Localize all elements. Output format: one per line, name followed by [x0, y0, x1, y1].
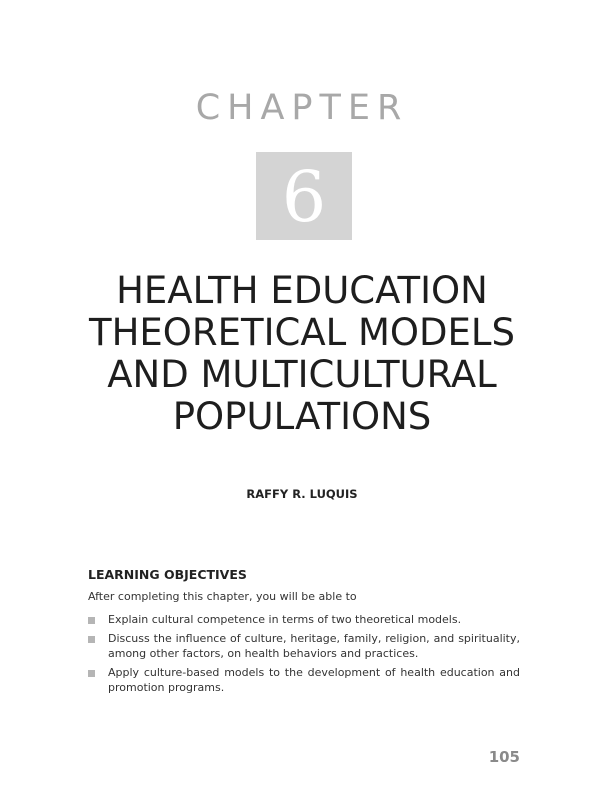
chapter-title: [60, 270, 544, 438]
chapter-title-line: HEALTH EDUCATION: [116, 269, 488, 312]
chapter-title-line: THEORETICAL MODELS: [88, 311, 516, 354]
list-item: [88, 631, 520, 661]
chapter-title-line: POPULATIONS: [172, 395, 432, 438]
chapter-number-box: [256, 152, 352, 240]
chapter-number: 6: [281, 156, 327, 238]
list-item-text: Discuss the influence of culture, heritage, family, religion, and spirituality, among other factors, on health behaviors and practices.: [108, 632, 520, 660]
learning-objectives-intro: After completing this chapter, you will be able to: [88, 590, 357, 603]
chapter-label: CHAPTER: [195, 88, 409, 128]
list-item: [88, 665, 520, 695]
learning-objectives-heading: LEARNING OBJECTIVES: [88, 567, 247, 582]
author-name: RAFFY R. LUQUIS: [246, 487, 358, 501]
list-item: [88, 612, 520, 627]
page-number: 105: [488, 748, 520, 766]
square-bullet-icon: [88, 636, 95, 643]
learning-objectives-list: [88, 612, 520, 699]
list-item-text: Apply culture-based models to the development of health education and promotion programs.: [108, 666, 520, 694]
square-bullet-icon: [88, 670, 95, 677]
chapter-title-line: AND MULTICULTURAL: [107, 353, 497, 396]
list-item-text: Explain cultural competence in terms of two theoretical models.: [108, 613, 462, 626]
square-bullet-icon: [88, 617, 95, 624]
